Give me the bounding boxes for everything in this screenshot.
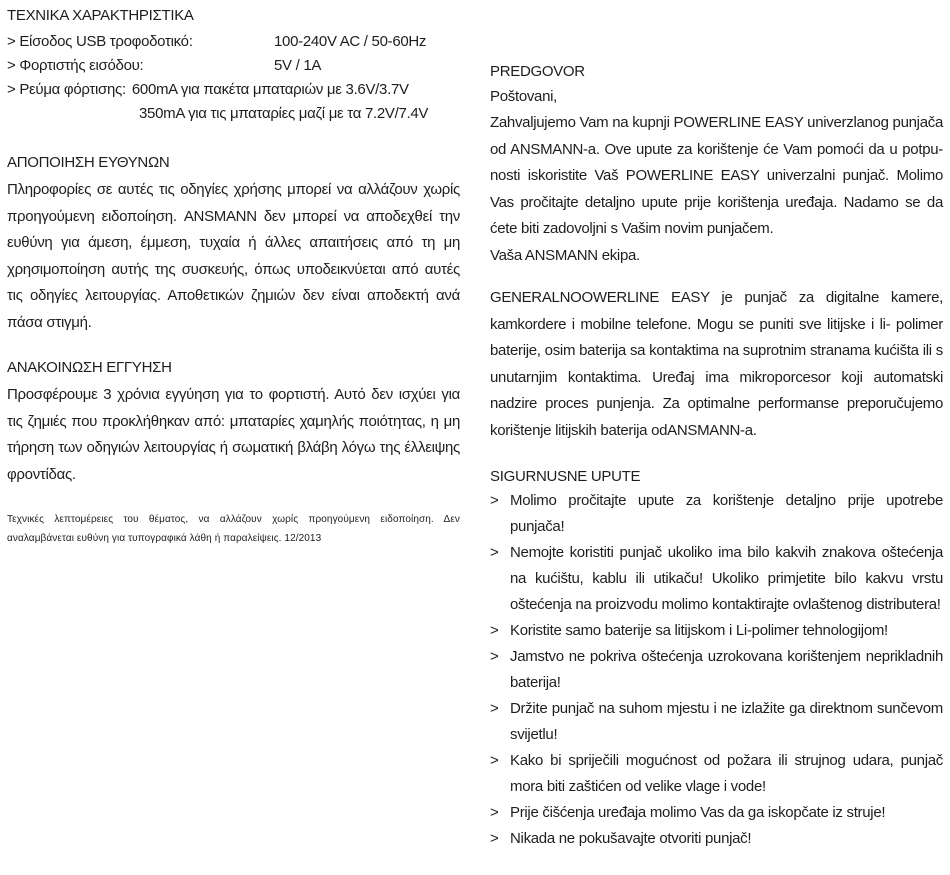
bullet-marker: >: [490, 622, 499, 639]
disclaimer-heading: ΑΠΟΠΟΙΗΣΗ ΕΥΘΥΝΩΝ: [7, 154, 170, 171]
spec-value: 600mA για πακέτα μπαταριών με 3.6V/3.7V: [131, 81, 409, 98]
bullet-marker: >: [490, 492, 499, 509]
foreword-signature: Vaša ANSMANN ekipa.: [490, 246, 640, 264]
spec-row: [7, 78, 460, 102]
spec-row: [7, 54, 460, 78]
list-item-text: Nikada ne pokušavajte otvoriti punjač!: [510, 830, 752, 847]
list-item-text: Nemojte koristiti punjač ukoliko ima bilo kakvih znakova oštećenja na kućištu, kablu ili utikaču! Ukoliko primjetite bilo kakvu vrstu oštećenja na proizvodu molimo kontaktirajte ovlaštenog distributera!: [510, 544, 943, 613]
list-item-text: Molimo pročitajte upute za korištenje detaljno prije upotrebe punjača!: [510, 492, 943, 535]
specs-section: [7, 6, 460, 126]
list-item-text: Prije čišćenja uređaja molimo Vas da ga iskopčate iz struje!: [510, 804, 886, 821]
list-item: [490, 618, 943, 644]
bullet-marker: >: [490, 700, 499, 717]
list-item: [490, 748, 943, 800]
spec-value: 5V / 1A: [274, 57, 322, 74]
disclaimer-section: [7, 153, 460, 336]
list-item-text: Držite punjač na suhom mjestu i ne izlažite ga direktnom sunčevom svijetlu!: [510, 700, 943, 743]
spec-label: > Ρεύμα φόρτισης:: [7, 81, 126, 98]
warranty-text: Προσφέρουμε 3 χρόνια εγγύηση για το φορτιστή. Αυτό δεν ισχύει για τις ζημιές που προκλήθηκαν από: μπαταρίες χαμηλής ποιότητας, η μη τήρηση των οδηγιών λειτουργίας ή σωματική βλάβη λόγω της έλλειψης φροντίδας.: [7, 386, 460, 483]
spec-label: > Φορτιστής εισόδου:: [7, 57, 144, 74]
spec-value: 100-240V AC / 50-60Hz: [274, 33, 427, 50]
list-item-text: Koristite samo baterije sa litijskom i Li-polimer tehnologijom!: [510, 622, 888, 639]
foreword-text: Zahvaljujemo Vam na kupnji POWERLINE EASY univerzlanog punjača od ANSMANN-a. Ove upute za korištenje će Vam pomoći da u potpu-nosti iskoristite Vaš POWERLINE EASY univerzalni punjač. Molimo Vas pročitajte detaljno upute prije korištenja uređaja. Nadamo se da ćete biti zadovoljni s Vašim novim punjačem.: [490, 114, 943, 237]
bullet-marker: >: [490, 648, 499, 665]
disclaimer-text: Πληροφορίες σε αυτές τις οδηγίες χρήσης μπορεί να αλλάζουν χωρίς προηγούμενη ειδοποίηση. ANSMANN δεν μπορεί να αποδεχθεί την ευθύνη για άμεση, έμμεση, τυχαία ή άλλες απαιτήσεις από τη μη χρησιμοποίηση αυτής της συσκευής, όπως υποδεικνύεται από αυτές τις οδηγίες λειτουργίας. Αποθετικών ζημιών δεν είναι αποδεκτή ανά πάσα στιγμή.: [7, 181, 460, 331]
foreword-heading: PREDGOVOR: [490, 63, 585, 80]
list-item: [490, 488, 943, 540]
list-item: [490, 696, 943, 748]
bullet-marker: >: [490, 804, 499, 821]
list-item: [490, 800, 943, 826]
list-item-text: Kako bi spriječili mogućnost od požara ili strujnog udara, punjač mora biti zaštićen od velike vlage i vode!: [510, 752, 943, 795]
spec-label: > Είσοδος USB τροφοδοτικό:: [7, 33, 193, 50]
foreword-greeting: Poštovani,: [490, 88, 558, 105]
specs-heading: ΤΕΧΝΙΚΑ ΧΑΡΑΚΤΗΡΙΣΤΙΚΑ: [7, 7, 194, 24]
list-item: [490, 540, 943, 618]
spec-row: [7, 102, 460, 126]
general-text: GENERALNOOWERLINE EASY je punjač za digitalne kamere, kamkordere i mobilne telefone. Mogu se puniti sve litijske i li- polimer baterije, osim baterija sa kontaktima na suprotnim stranama kućišta ili s unutarnjim kontaktima. Uređaj ima mikroporcesor koji automatski nadzire proces punjenja. Za optimalne performanse preporučujemo korištenje litijskih baterija odANSMANN-a.: [490, 289, 943, 439]
list-item: [490, 826, 943, 852]
warranty-section: [7, 358, 460, 488]
bullet-marker: >: [490, 544, 499, 561]
safety-list: [490, 488, 943, 852]
list-item: [490, 644, 943, 696]
list-item-text: Jamstvo ne pokriva oštećenja uzrokovana korištenjem neprikladnih baterija!: [510, 648, 943, 691]
bullet-marker: >: [490, 752, 499, 769]
foreword-section: [490, 60, 943, 269]
footnote: Τεχνικές λεπτομέρειες του θέματος, να αλλάζουν χωρίς προηγούμενη ειδοποίηση. Δεν αναλαμβάνεται ευθύνη για τυπογραφικά λάθη ή παραλείψεις. 12/2013: [7, 514, 460, 544]
safety-section: [490, 466, 943, 852]
spec-row: [7, 30, 460, 54]
spec-value: 350mA για τις μπαταρίες μαζί με τα 7.2V/7.4V: [139, 105, 429, 122]
safety-heading: SIGURNUSNE UPUTE: [490, 468, 641, 485]
warranty-heading: ΑΝΑΚΟΙΝΩΣΗ ΕΓΓΥΗΣΗ: [7, 359, 172, 376]
bullet-marker: >: [490, 830, 499, 847]
